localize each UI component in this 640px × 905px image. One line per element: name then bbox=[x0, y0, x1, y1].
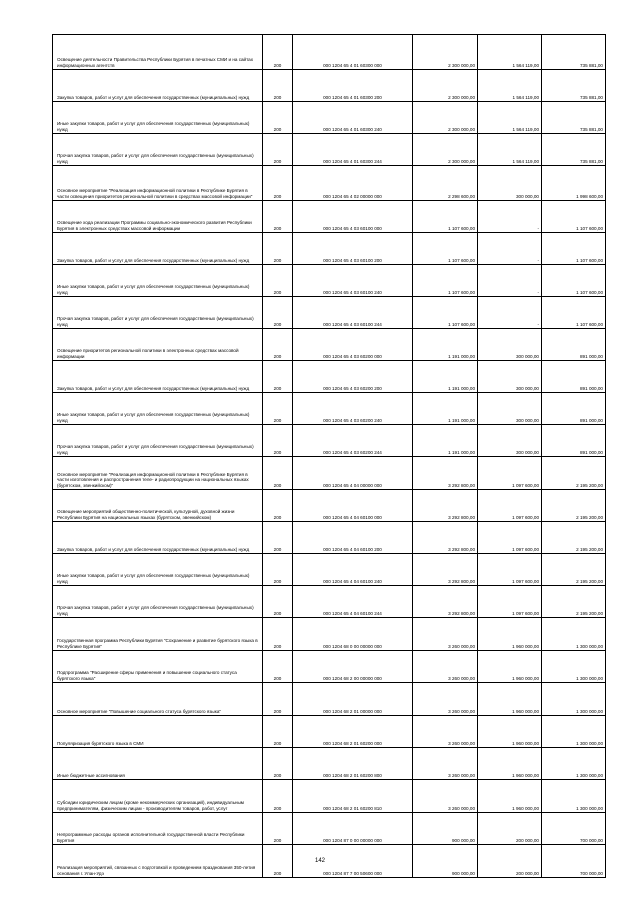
row-ved-cell: 200 bbox=[263, 297, 293, 329]
row-rest-cell: 891 000,00 bbox=[542, 329, 606, 361]
row-rest-cell: 735 881,00 bbox=[542, 35, 606, 70]
row-ved-cell: 200 bbox=[263, 780, 293, 813]
row-plan-cell: 3 260 000,00 bbox=[413, 683, 478, 716]
budget-table-sheet bbox=[52, 34, 605, 878]
row-plan-cell: 2 300 000,00 bbox=[413, 35, 478, 70]
row-code-cell: 000 1204 65 4 04 60100 200 bbox=[293, 522, 413, 554]
table-row bbox=[53, 35, 606, 70]
row-exec-cell: - bbox=[478, 265, 542, 297]
row-exec-cell: 1 960 000,00 bbox=[478, 683, 542, 716]
row-plan-cell: 2 298 600,00 bbox=[413, 166, 478, 201]
row-ved-cell: 200 bbox=[263, 683, 293, 716]
row-ved-cell: 200 bbox=[263, 522, 293, 554]
table-row bbox=[53, 201, 606, 233]
row-ved-cell: 200 bbox=[263, 70, 293, 102]
table-row bbox=[53, 813, 606, 845]
row-ved-cell: 200 bbox=[263, 166, 293, 201]
row-code-cell: 000 1204 65 4 01 60300 200 bbox=[293, 70, 413, 102]
row-plan-cell: 3 292 800,00 bbox=[413, 522, 478, 554]
row-code-cell: 000 1204 68 2 01 60200 000 bbox=[293, 716, 413, 748]
row-name-cell: Прочая закупка товаров, работ и услуг для обеспечения государственных (муниципальных) нужд bbox=[53, 586, 263, 618]
row-ved-cell: 200 bbox=[263, 651, 293, 683]
row-code-cell: 000 1204 65 4 02 00000 000 bbox=[293, 166, 413, 201]
row-ved-cell: 200 bbox=[263, 361, 293, 393]
row-name-cell: Закупка товаров, работ и услуг для обеспечения государственных (муниципальных) нужд bbox=[53, 233, 263, 265]
row-plan-cell: 3 292 800,00 bbox=[413, 586, 478, 618]
table-row bbox=[53, 329, 606, 361]
row-ved-cell: 200 bbox=[263, 425, 293, 457]
row-name-cell: Закупка товаров, работ и услуг для обеспечения государственных (муниципальных) нужд bbox=[53, 361, 263, 393]
row-name-cell: Закупка товаров, работ и услуг для обеспечения государственных (муниципальных) нужд bbox=[53, 522, 263, 554]
row-code-cell: 000 1204 65 4 01 60300 000 bbox=[293, 35, 413, 70]
row-ved-cell: 200 bbox=[263, 618, 293, 651]
table-row bbox=[53, 70, 606, 102]
row-ved-cell: 200 bbox=[263, 265, 293, 297]
row-exec-cell: 200 000,00 bbox=[478, 845, 542, 878]
row-exec-cell: 1 960 000,00 bbox=[478, 780, 542, 813]
row-exec-cell: 300 000,00 bbox=[478, 361, 542, 393]
row-code-cell: 000 1204 87 7 00 50600 000 bbox=[293, 845, 413, 878]
table-row bbox=[53, 748, 606, 780]
row-code-cell: 000 1204 68 2 01 60200 800 bbox=[293, 748, 413, 780]
row-exec-cell: 200 000,00 bbox=[478, 813, 542, 845]
row-ved-cell: 200 bbox=[263, 490, 293, 522]
row-name-cell: Иные закупки товаров, работ и услуг для обеспечения государственных (муниципальных) нужд bbox=[53, 554, 263, 586]
row-plan-cell: 3 292 800,00 bbox=[413, 457, 478, 490]
row-exec-cell: 1 097 600,00 bbox=[478, 522, 542, 554]
row-name-cell: Освещение мероприятий общественно-политической, культурной, духовной жизни Республики Бурятия на национальных языках (бурятском, эвенкийском) bbox=[53, 490, 263, 522]
row-plan-cell: 2 300 000,00 bbox=[413, 102, 478, 134]
row-rest-cell: 2 195 200,00 bbox=[542, 554, 606, 586]
table-row bbox=[53, 134, 606, 166]
row-name-cell: Прочая закупка товаров, работ и услуг для обеспечения государственных (муниципальных) нужд bbox=[53, 297, 263, 329]
row-name-cell: Прочая закупка товаров, работ и услуг для обеспечения государственных (муниципальных) нужд bbox=[53, 425, 263, 457]
row-code-cell: 000 1204 65 4 03 60100 240 bbox=[293, 265, 413, 297]
row-exec-cell: 300 000,00 bbox=[478, 166, 542, 201]
row-rest-cell: 1 107 600,00 bbox=[542, 201, 606, 233]
row-name-cell: Субсидии юридическим лицам (кроме некоммерческих организаций), индивидуальным предпринимателям, физическим лицам - производителям товаров, работ, услуг bbox=[53, 780, 263, 813]
row-ved-cell: 200 bbox=[263, 233, 293, 265]
table-row bbox=[53, 683, 606, 716]
row-ved-cell: 200 bbox=[263, 845, 293, 878]
row-rest-cell: 891 000,00 bbox=[542, 393, 606, 425]
row-name-cell: Прочая закупка товаров, работ и услуг для обеспечения государственных (муниципальных) нужд bbox=[53, 134, 263, 166]
row-plan-cell: 1 107 600,00 bbox=[413, 201, 478, 233]
row-plan-cell: 3 260 000,00 bbox=[413, 748, 478, 780]
row-rest-cell: 1 300 000,00 bbox=[542, 748, 606, 780]
row-rest-cell: 700 000,00 bbox=[542, 813, 606, 845]
row-exec-cell: 1 960 000,00 bbox=[478, 748, 542, 780]
table-row bbox=[53, 651, 606, 683]
row-ved-cell: 200 bbox=[263, 457, 293, 490]
row-name-cell: Иные закупки товаров, работ и услуг для обеспечения государственных (муниципальных) нужд bbox=[53, 393, 263, 425]
row-code-cell: 000 1204 68 2 01 60200 810 bbox=[293, 780, 413, 813]
row-name-cell: Государственная программа Республики Бурятия "Сохранение и развитие бурятского языка в Республике Бурятия" bbox=[53, 618, 263, 651]
row-exec-cell: 1 097 600,00 bbox=[478, 457, 542, 490]
row-ved-cell: 200 bbox=[263, 554, 293, 586]
row-plan-cell: 1 191 000,00 bbox=[413, 361, 478, 393]
row-ved-cell: 200 bbox=[263, 813, 293, 845]
row-plan-cell: 3 260 000,00 bbox=[413, 651, 478, 683]
row-exec-cell: 1 097 600,00 bbox=[478, 586, 542, 618]
table-row bbox=[53, 297, 606, 329]
row-code-cell: 000 1204 65 4 04 00000 000 bbox=[293, 457, 413, 490]
row-name-cell: Освещение хода реализации Программы социально-экономического развития Республики Бурятия в электронных средствах массовой информации bbox=[53, 201, 263, 233]
row-name-cell: Освещение приоритетов региональной политики в электронных средствах массовой информации bbox=[53, 329, 263, 361]
row-code-cell: 000 1204 65 4 03 60200 200 bbox=[293, 361, 413, 393]
row-rest-cell: 2 195 200,00 bbox=[542, 457, 606, 490]
row-name-cell: Реализация мероприятий, связанных с подготовкой и проведением празднования 350-летия основания г. Улан-Удэ bbox=[53, 845, 263, 878]
row-rest-cell: 2 195 200,00 bbox=[542, 522, 606, 554]
table-row bbox=[53, 780, 606, 813]
row-exec-cell: 1 097 600,00 bbox=[478, 554, 542, 586]
row-ved-cell: 200 bbox=[263, 201, 293, 233]
row-exec-cell: 1 960 000,00 bbox=[478, 651, 542, 683]
row-code-cell: 000 1204 65 4 03 60200 244 bbox=[293, 425, 413, 457]
row-exec-cell: 1 564 119,00 bbox=[478, 102, 542, 134]
row-name-cell: Основное мероприятие "Реализация информационной политики в Республике Бурятия в части изготовления и распространения теле- и радиопродукции на национальных языках (бурятском, эвенкийском)" bbox=[53, 457, 263, 490]
table-row bbox=[53, 233, 606, 265]
row-rest-cell: 1 300 000,00 bbox=[542, 651, 606, 683]
row-rest-cell: 891 000,00 bbox=[542, 361, 606, 393]
row-ved-cell: 200 bbox=[263, 748, 293, 780]
table-row bbox=[53, 716, 606, 748]
row-rest-cell: 1 300 000,00 bbox=[542, 780, 606, 813]
row-rest-cell: 735 881,00 bbox=[542, 134, 606, 166]
row-ved-cell: 200 bbox=[263, 134, 293, 166]
row-code-cell: 000 1204 65 4 03 60200 240 bbox=[293, 393, 413, 425]
row-plan-cell: 1 191 000,00 bbox=[413, 425, 478, 457]
row-code-cell: 000 1204 65 4 03 60100 200 bbox=[293, 233, 413, 265]
row-name-cell: Иные закупки товаров, работ и услуг для обеспечения государственных (муниципальных) нужд bbox=[53, 265, 263, 297]
row-exec-cell: 1 564 119,00 bbox=[478, 70, 542, 102]
row-plan-cell: 900 000,00 bbox=[413, 813, 478, 845]
row-code-cell: 000 1204 68 2 00 00000 000 bbox=[293, 651, 413, 683]
row-rest-cell: 1 300 000,00 bbox=[542, 683, 606, 716]
row-plan-cell: 3 292 800,00 bbox=[413, 490, 478, 522]
row-rest-cell: 2 195 200,00 bbox=[542, 490, 606, 522]
table-row bbox=[53, 265, 606, 297]
row-name-cell: Иные бюджетные ассигнования bbox=[53, 748, 263, 780]
row-exec-cell: - bbox=[478, 233, 542, 265]
row-plan-cell: 3 292 800,00 bbox=[413, 554, 478, 586]
row-plan-cell: 900 000,00 bbox=[413, 845, 478, 878]
row-plan-cell: 2 300 000,00 bbox=[413, 70, 478, 102]
row-exec-cell: - bbox=[478, 201, 542, 233]
row-plan-cell: 1 191 000,00 bbox=[413, 393, 478, 425]
table-row bbox=[53, 166, 606, 201]
row-ved-cell: 200 bbox=[263, 393, 293, 425]
row-plan-cell: 2 300 000,00 bbox=[413, 134, 478, 166]
row-code-cell: 000 1204 65 4 01 60300 244 bbox=[293, 134, 413, 166]
row-rest-cell: 1 300 000,00 bbox=[542, 618, 606, 651]
row-rest-cell: 2 195 200,00 bbox=[542, 586, 606, 618]
row-plan-cell: 1 107 600,00 bbox=[413, 233, 478, 265]
row-code-cell: 000 1204 65 4 04 60100 244 bbox=[293, 586, 413, 618]
row-exec-cell: 1 564 119,00 bbox=[478, 134, 542, 166]
row-code-cell: 000 1204 65 4 04 60100 240 bbox=[293, 554, 413, 586]
row-name-cell: Освещение деятельности Правительства Республики Бурятия в печатных СМИ и на сайтах информационных агентств bbox=[53, 35, 263, 70]
budget-execution-table bbox=[52, 34, 606, 878]
row-ved-cell: 200 bbox=[263, 35, 293, 70]
table-row bbox=[53, 102, 606, 134]
row-plan-cell: 3 260 000,00 bbox=[413, 716, 478, 748]
row-code-cell: 000 1204 65 4 04 60100 000 bbox=[293, 490, 413, 522]
row-exec-cell: 300 000,00 bbox=[478, 393, 542, 425]
row-rest-cell: 735 881,00 bbox=[542, 70, 606, 102]
table-row bbox=[53, 586, 606, 618]
row-code-cell: 000 1204 68 0 00 00000 000 bbox=[293, 618, 413, 651]
row-ved-cell: 200 bbox=[263, 586, 293, 618]
table-row bbox=[53, 522, 606, 554]
row-plan-cell: 3 260 000,00 bbox=[413, 618, 478, 651]
table-row bbox=[53, 618, 606, 651]
row-rest-cell: 1 107 600,00 bbox=[542, 265, 606, 297]
row-rest-cell: 735 881,00 bbox=[542, 102, 606, 134]
row-exec-cell: 1 097 600,00 bbox=[478, 490, 542, 522]
table-row bbox=[53, 425, 606, 457]
row-rest-cell: 1 998 600,00 bbox=[542, 166, 606, 201]
row-plan-cell: 3 260 000,00 bbox=[413, 780, 478, 813]
row-exec-cell: 1 960 000,00 bbox=[478, 716, 542, 748]
row-name-cell: Иные закупки товаров, работ и услуг для обеспечения государственных (муниципальных) нужд bbox=[53, 102, 263, 134]
row-name-cell: Основное мероприятие "Реализация информационной политики в Республике Бурятия в части освещения приоритетов региональной политики в средствах массовой информации" bbox=[53, 166, 263, 201]
row-exec-cell: 300 000,00 bbox=[478, 425, 542, 457]
row-plan-cell: 1 191 000,00 bbox=[413, 329, 478, 361]
page-number: 142 bbox=[314, 858, 325, 864]
row-exec-cell: - bbox=[478, 297, 542, 329]
row-name-cell: Основное мероприятие "Повышение социального статуса бурятского языка" bbox=[53, 683, 263, 716]
row-code-cell: 000 1204 87 0 00 00000 000 bbox=[293, 813, 413, 845]
row-ved-cell: 200 bbox=[263, 716, 293, 748]
row-exec-cell: 1 564 119,00 bbox=[478, 35, 542, 70]
row-rest-cell: 891 000,00 bbox=[542, 425, 606, 457]
row-code-cell: 000 1204 65 4 01 60300 240 bbox=[293, 102, 413, 134]
row-code-cell: 000 1204 65 4 03 60100 244 bbox=[293, 297, 413, 329]
row-name-cell: Популяризация бурятского языка в СМИ bbox=[53, 716, 263, 748]
row-code-cell: 000 1204 65 4 03 60200 000 bbox=[293, 329, 413, 361]
row-rest-cell: 1 300 000,00 bbox=[542, 716, 606, 748]
row-plan-cell: 1 107 600,00 bbox=[413, 265, 478, 297]
row-rest-cell: 1 107 600,00 bbox=[542, 297, 606, 329]
row-ved-cell: 200 bbox=[263, 329, 293, 361]
row-exec-cell: 300 000,00 bbox=[478, 329, 542, 361]
table-row bbox=[53, 490, 606, 522]
row-code-cell: 000 1204 68 2 01 00000 000 bbox=[293, 683, 413, 716]
row-code-cell: 000 1204 65 4 03 60100 000 bbox=[293, 201, 413, 233]
table-row bbox=[53, 457, 606, 490]
row-ved-cell: 200 bbox=[263, 102, 293, 134]
row-plan-cell: 1 107 600,00 bbox=[413, 297, 478, 329]
row-rest-cell: 700 000,00 bbox=[542, 845, 606, 878]
row-exec-cell: 1 960 000,00 bbox=[478, 618, 542, 651]
row-name-cell: Подпрограмма "Расширение сферы применения и повышение социального статуса бурятского языка" bbox=[53, 651, 263, 683]
table-body bbox=[53, 35, 606, 878]
row-name-cell: Непрограммные расходы органов исполнительной государственной власти Республики Бурятия bbox=[53, 813, 263, 845]
table-row bbox=[53, 554, 606, 586]
row-name-cell: Закупка товаров, работ и услуг для обеспечения государственных (муниципальных) нужд bbox=[53, 70, 263, 102]
table-row bbox=[53, 393, 606, 425]
table-row bbox=[53, 361, 606, 393]
row-rest-cell: 1 107 600,00 bbox=[542, 233, 606, 265]
